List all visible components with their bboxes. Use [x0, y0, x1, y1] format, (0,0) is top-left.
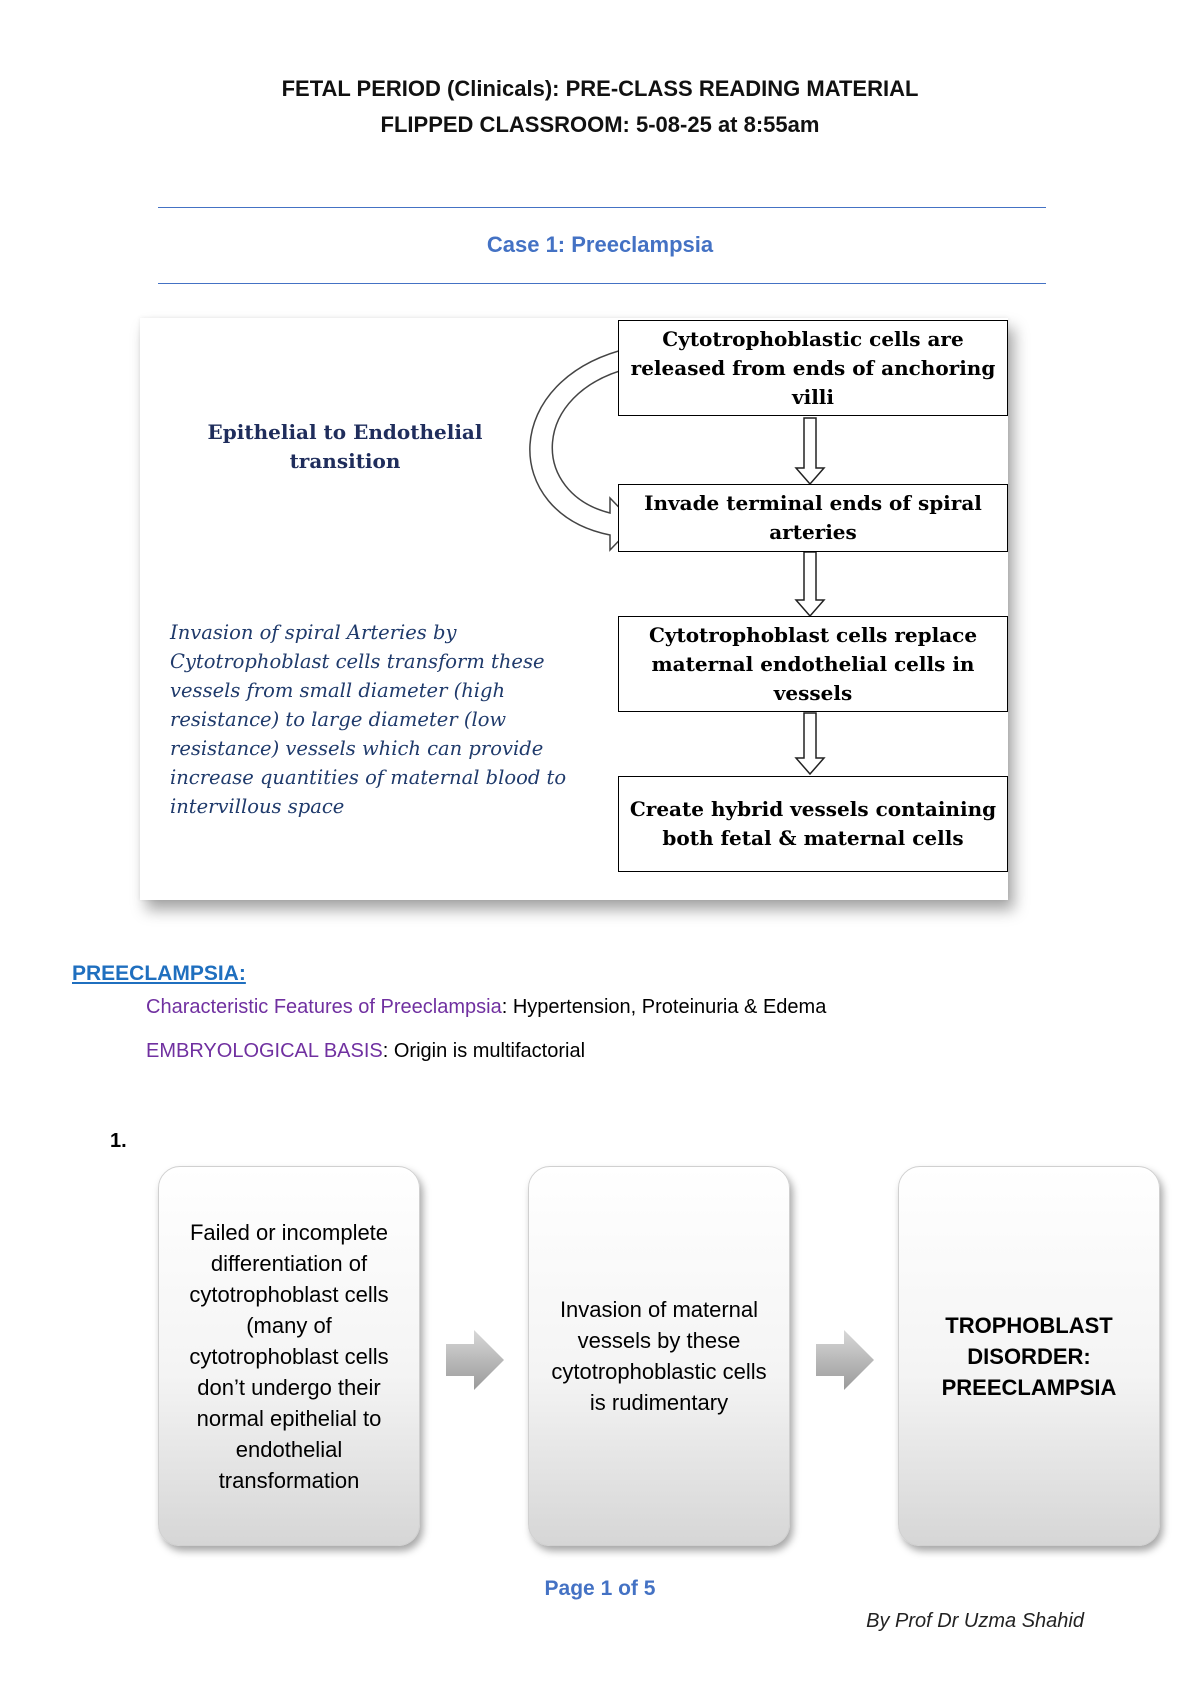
case-title: Case 1: Preeclampsia — [486, 232, 714, 257]
down-arrow-icon — [796, 418, 824, 484]
process-step-failed-differentiation: Failed or incomplete differentiation of cytotrophoblast cells (many of cytotrophoblast cells don’t undergo their normal epithelial to endothelial transformation — [158, 1166, 420, 1546]
process-step-trophoblast-disorder: TROPHOBLAST DISORDER: PREECLAMPSIA — [898, 1166, 1160, 1546]
invasion-description: Invasion of spiral Arteries by Cytotrophoblast cells transform these vessels from small diameter (high resistance) to large diameter (low resistance) vessels which can provide increase quantities of maternal blood to intervillous space — [170, 621, 567, 818]
down-arrow-icon — [796, 552, 824, 616]
basis-label: EMBRYOLOGICAL BASIS — [146, 1040, 383, 1062]
basis-value: : Origin is multifactorial — [382, 1040, 586, 1062]
right-arrow-icon — [444, 1328, 508, 1392]
page-number: Page 1 of 5 — [544, 1577, 656, 1600]
basis-line — [146, 1040, 585, 1063]
preeclampsia-heading: PREECLAMPSIA: — [72, 962, 246, 985]
author-credit: By Prof Dr Uzma Shahid — [866, 1610, 1084, 1632]
flow-box-hybrid: Create hybrid vessels containing both fetal & maternal cells — [618, 776, 1008, 872]
transition-label: Epithelial to Endothelial transition — [207, 420, 483, 473]
features-label: Characteristic Features of Preeclampsia — [146, 996, 502, 1018]
flow-box-released: Cytotrophoblastic cells are released from ends of anchoring villi — [618, 320, 1008, 416]
item-number: 1. — [110, 1130, 127, 1152]
features-value: : Hypertension, Proteinuria & Edema — [501, 996, 827, 1018]
flow-box-invade: Invade terminal ends of spiral arteries — [618, 484, 1008, 552]
document-subtitle: FLIPPED CLASSROOM: 5-08-25 at 8:55am — [380, 112, 820, 137]
flow-box-replace: Cytotrophoblast cells replace maternal endothelial cells in vessels — [618, 616, 1008, 712]
down-arrow-icon — [796, 713, 824, 774]
top-rule — [158, 207, 1046, 208]
epithelial-endothelial-diagram — [140, 318, 1008, 900]
features-line — [146, 996, 826, 1019]
document-title: FETAL PERIOD (Clinicals): PRE-CLASS READING MATERIAL — [281, 76, 919, 101]
right-arrow-icon — [814, 1328, 878, 1392]
process-step-rudimentary-invasion: Invasion of maternal vessels by these cytotrophoblastic cells is rudimentary — [528, 1166, 790, 1546]
bottom-rule — [158, 283, 1046, 284]
